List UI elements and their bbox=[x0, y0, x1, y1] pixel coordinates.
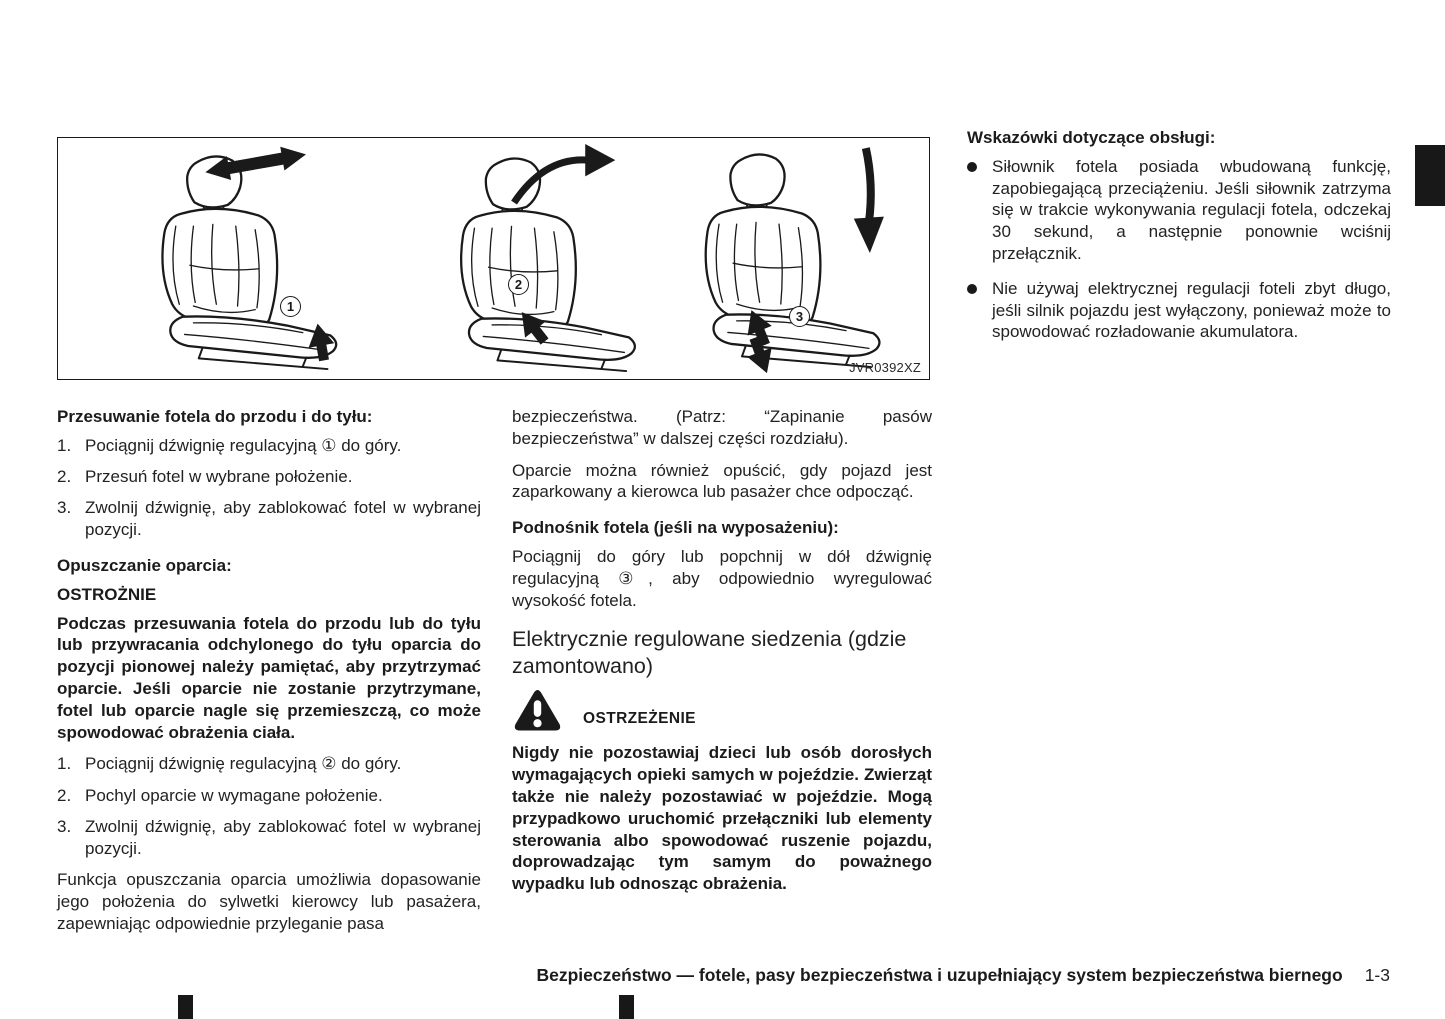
seat-illustration-svg bbox=[58, 138, 929, 379]
footer-page-number: 1-3 bbox=[1364, 965, 1390, 985]
figure-callout-3: 3 bbox=[789, 306, 810, 327]
tips-heading: Wskazówki dotyczące obsługi: bbox=[967, 128, 1216, 147]
page-footer bbox=[57, 965, 1390, 986]
operating-tips-section bbox=[967, 127, 1391, 356]
list-text: Zwolnij dźwignię, aby zablokować fotel w wybranej pozycji. bbox=[85, 816, 481, 858]
list-item bbox=[57, 785, 481, 807]
list-text: Pochyl oparcie w wymagane położenie. bbox=[85, 785, 383, 805]
figure-code: JVR0392XZ bbox=[849, 360, 921, 375]
caution-text: Podczas przesuwania fotela do przodu lub do tyłu lub przywracania odchylonego do tyłu oparcia do pozycji pionowej należy pamiętać, aby przytrzymać oparcie. Jeśli oparcie nie zostanie przytrzymane, fotel lub oparcie nagle się przemieszczą, co może spowodować obrażenia ciała. bbox=[57, 613, 481, 742]
seat-lifter-section bbox=[512, 406, 932, 905]
continuation-text: bezpieczeństwa. (Patrz: “Zapinanie pasów bezpieczeństwa” w dalszej części rozdziału). bbox=[512, 407, 932, 448]
warning-text: Nigdy nie pozostawiaj dzieci lub osób dorosłych wymagających opieki samych w pojeździe. Zwierząt także nie należy pozostawiać w pojeździe. Mogą przypadkowo uruchomić przełączniki lub elementy sterowania albo spowodować ruszenie pojazdu, doprowadzając tym samym do poważnego wypadku lub odnosząc obrażenia. bbox=[512, 743, 932, 894]
warning-header bbox=[514, 689, 932, 732]
list-item bbox=[57, 497, 481, 541]
list-text: Pociągnij dźwignię regulacyjną ① do góry. bbox=[85, 435, 402, 455]
tip-text: Nie używaj elektrycznej regulacji foteli zbyt długo, jeśli silnik pojazdu jest wyłączony, ponieważ może to spowodować rozładowanie akumulatora. bbox=[992, 278, 1391, 342]
lifter-heading: Podnośnik fotela (jeśli na wyposażeniu): bbox=[512, 518, 839, 538]
down-arrow-head-icon bbox=[854, 217, 884, 253]
list-item bbox=[57, 816, 481, 860]
power-seats-heading: Elektrycznie regulowane siedzenia (gdzie zamontowano) bbox=[512, 627, 907, 679]
figure-callout-1: 1 bbox=[280, 296, 301, 317]
bullet-icon bbox=[967, 162, 977, 172]
recline-note-text: Funkcja opuszczania oparcia umożliwia dopasowanie jego położenia do sylwetki kierowcy lub pasażera, zapewniając odpowiednie przyleganie pasa bbox=[57, 870, 481, 933]
warning-triangle-icon bbox=[514, 689, 561, 732]
seat-height-illustration bbox=[706, 148, 884, 377]
binding-mark bbox=[619, 995, 634, 1019]
list-item bbox=[967, 156, 1391, 265]
list-text: Pociągnij dźwignię regulacyjną ② do góry. bbox=[85, 754, 402, 774]
chapter-tab-marker bbox=[1415, 145, 1445, 206]
list-number: 3. bbox=[57, 498, 72, 518]
footer-chapter-title: Bezpieczeństwo — fotele, pasy bezpieczeństwa i uzupełniający system bezpieczeństwa biernego bbox=[536, 965, 1343, 985]
caution-label: OSTROŻNIE bbox=[57, 584, 157, 604]
list-text: Zwolnij dźwignię, aby zablokować fotel w wybranej pozycji. bbox=[85, 498, 481, 540]
recline-arrow-head-icon bbox=[585, 144, 615, 176]
list-number: 1. bbox=[57, 754, 72, 774]
seat-slide-section bbox=[57, 406, 481, 944]
bullet-icon bbox=[967, 284, 977, 294]
list-number: 2. bbox=[57, 785, 72, 805]
list-item bbox=[967, 278, 1391, 343]
list-item bbox=[57, 466, 481, 488]
binding-mark bbox=[178, 995, 193, 1019]
seat-recline-illustration bbox=[461, 144, 635, 371]
recline-rest-text: Oparcie można również opuścić, gdy pojazd jest zaparkowany a kierowca lub pasażer chce odpocząć. bbox=[512, 460, 932, 502]
list-number: 1. bbox=[57, 435, 72, 455]
lifter-text: Pociągnij do góry lub popchnij w dół dźwignię regulacyjną ③, aby odpowiednio wyregulować wysokość fotela. bbox=[512, 546, 932, 610]
warning-label: OSTRZEŻENIE bbox=[583, 709, 696, 727]
list-number: 3. bbox=[57, 816, 72, 836]
seat-slide-illustration bbox=[162, 143, 336, 370]
recline-heading: Opuszczanie oparcia: bbox=[57, 555, 232, 575]
list-number: 2. bbox=[57, 467, 72, 487]
tip-text: Siłownik fotela posiada wbudowaną funkcję, zapobiegającą przeciążeniu. Jeśli siłownik zatrzyma się w trakcie wykonywania regulacji fotela, odczekaj 30 sekund, a następnie ponownie wciśnij przełącznik. bbox=[992, 156, 1391, 263]
figure-callout-2: 2 bbox=[508, 274, 529, 295]
slide-heading: Przesuwanie fotela do przodu i do tyłu: bbox=[57, 407, 373, 426]
down-arrow-icon bbox=[866, 148, 871, 223]
list-item bbox=[57, 753, 481, 775]
list-text: Przesuń fotel w wybrane położenie. bbox=[85, 467, 353, 487]
list-item bbox=[57, 435, 481, 457]
seat-adjustment-figure bbox=[57, 137, 930, 380]
